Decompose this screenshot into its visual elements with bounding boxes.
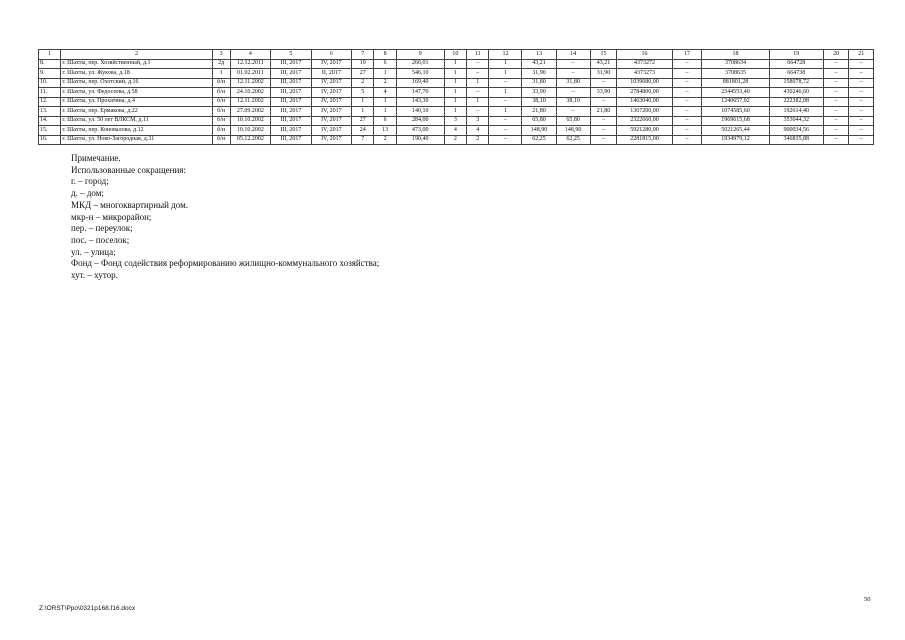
table-cell: – <box>823 69 849 79</box>
table-cell: 1 <box>444 97 466 107</box>
table-cell: – <box>672 59 702 69</box>
table-cell: 10.10.2002 <box>230 126 270 136</box>
table-cell: 31,80 <box>522 78 556 88</box>
column-number-cell: 9 <box>396 50 444 60</box>
table-cell: 1074585,60 <box>702 107 769 117</box>
table-cell: IV, 2017 <box>311 78 351 88</box>
table-cell: 2281815,00 <box>617 135 672 145</box>
table-cell: II, 2017 <box>311 69 351 79</box>
table-cell: IV, 2017 <box>311 116 351 126</box>
table-cell: б/н <box>212 135 230 145</box>
table-cell: – <box>489 78 522 88</box>
table-cell: 01.02.2011 <box>230 69 270 79</box>
table-cell: 8. <box>39 59 61 69</box>
table-cell: 266,01 <box>396 59 444 69</box>
table-cell: IV, 2017 <box>311 88 351 98</box>
table-cell: 24.10.2002 <box>230 88 270 98</box>
table-cell: 11. <box>39 88 61 98</box>
column-number-cell: 3 <box>212 50 230 60</box>
table-cell: 1 <box>444 107 466 117</box>
table-cell: 27.09.2002 <box>230 107 270 117</box>
table-cell: – <box>672 88 702 98</box>
table-cell: – <box>556 88 590 98</box>
table-cell: 4 <box>467 126 489 136</box>
column-number-cell: 7 <box>352 50 374 60</box>
table-cell: 21,80 <box>590 107 617 117</box>
abbreviation-item: мкр-н – микрорайон; <box>71 211 152 222</box>
table-cell: – <box>823 126 849 136</box>
housing-table <box>38 49 874 145</box>
table-cell: – <box>590 126 617 136</box>
column-number-cell: 6 <box>311 50 351 60</box>
table-cell: 38,10 <box>556 97 590 107</box>
table-cell: – <box>672 78 702 88</box>
table-row <box>39 135 874 145</box>
table-cell: 10.10.2002 <box>230 116 270 126</box>
table-cell: 7 <box>352 135 374 145</box>
table-cell: – <box>556 107 590 117</box>
table-cell: 2322660,00 <box>617 116 672 126</box>
notes-block <box>71 153 379 282</box>
table-cell: 1969615,68 <box>702 116 769 126</box>
table-cell: III, 2017 <box>271 59 311 69</box>
table-cell: – <box>590 97 617 107</box>
table-cell: 27 <box>352 116 374 126</box>
table-cell: – <box>467 88 489 98</box>
table-cell: – <box>467 107 489 117</box>
table-cell: 1 <box>212 69 230 79</box>
table-cell: – <box>467 69 489 79</box>
table-cell: б/н <box>212 116 230 126</box>
table-cell: 1 <box>444 88 466 98</box>
table-cell: 664738 <box>769 69 823 79</box>
table-cell: – <box>672 97 702 107</box>
table-cell: – <box>672 126 702 136</box>
table-cell: – <box>849 97 874 107</box>
table-cell: – <box>823 107 849 117</box>
table-cell: IV, 2017 <box>311 126 351 136</box>
table-cell: III, 2017 <box>271 107 311 117</box>
column-number-cell: 5 <box>271 50 311 60</box>
table-cell: 1039680,00 <box>617 78 672 88</box>
table-cell: 12.11.2002 <box>230 78 270 88</box>
table-cell: 1 <box>374 107 396 117</box>
table-cell: 1367200,00 <box>617 107 672 117</box>
abbreviation-item: д. – дом; <box>71 188 104 199</box>
table-cell: 1463040,00 <box>617 97 672 107</box>
column-number-cell: 10 <box>444 50 466 60</box>
table-cell: 1 <box>467 78 489 88</box>
table-cell: 346835,88 <box>769 135 823 145</box>
address-cell: г. Шахты, пер. Хозяйственный, д.1 <box>61 59 212 69</box>
abbreviation-item: ул. – улица; <box>71 246 116 257</box>
table-cell: – <box>556 69 590 79</box>
column-number-cell: 4 <box>230 50 270 60</box>
table-cell: – <box>489 116 522 126</box>
table-cell: 2 <box>352 78 374 88</box>
table-row <box>39 69 874 79</box>
table-cell: 38,10 <box>522 97 556 107</box>
table-cell: III, 2017 <box>271 135 311 145</box>
table-cell: – <box>590 78 617 88</box>
table-cell: – <box>823 97 849 107</box>
table-cell: б/н <box>212 78 230 88</box>
address-cell: г. Шахты, ул. Прохатина, д.4 <box>61 97 212 107</box>
table-cell: 2 <box>374 135 396 145</box>
table-cell: б/н <box>212 97 230 107</box>
table-header-row <box>39 50 874 60</box>
table-cell: 65,80 <box>556 116 590 126</box>
table-row <box>39 88 874 98</box>
table-cell: 1 <box>489 88 522 98</box>
file-path: Z:\ORST\Ppo\0321p168.f16.docx <box>39 605 136 612</box>
table-cell: 430246,60 <box>769 88 823 98</box>
address-cell: г. Шахты, ул. Федосеева, д.58 <box>61 88 212 98</box>
column-number-cell: 13 <box>522 50 556 60</box>
table-cell: 27 <box>352 69 374 79</box>
table-cell: 2784800,00 <box>617 88 672 98</box>
table-cell: – <box>849 59 874 69</box>
table-cell: 2 <box>374 78 396 88</box>
table-cell: 24 <box>352 126 374 136</box>
table-cell: 43,21 <box>590 59 617 69</box>
table-cell: 2344553,40 <box>702 88 769 98</box>
table-cell: 140,10 <box>396 107 444 117</box>
table-cell: 33,90 <box>522 88 556 98</box>
table-cell: 4373272 <box>617 59 672 69</box>
table-row <box>39 59 874 69</box>
table-cell: 3708635 <box>702 69 769 79</box>
table-cell: 148,90 <box>522 126 556 136</box>
table-cell: – <box>672 135 702 145</box>
column-number-cell: 21 <box>849 50 874 60</box>
table-cell: 15. <box>39 126 61 136</box>
column-number-cell: 12 <box>489 50 522 60</box>
table-cell: 12.11.2002 <box>230 97 270 107</box>
table-cell: – <box>849 126 874 136</box>
table-cell: 1934979,12 <box>702 135 769 145</box>
table-cell: – <box>590 116 617 126</box>
table-cell: б/н <box>212 107 230 117</box>
table-cell: 2д <box>212 59 230 69</box>
table-cell: 4373273 <box>617 69 672 79</box>
table-cell: 31,90 <box>590 69 617 79</box>
table-cell: 1 <box>352 97 374 107</box>
column-number-cell: 19 <box>769 50 823 60</box>
address-cell: г. Шахты, ул. Ново-Загородная, д.31 <box>61 135 212 145</box>
table-cell: 5921280,00 <box>617 126 672 136</box>
table-cell: – <box>672 116 702 126</box>
table-row <box>39 116 874 126</box>
table-cell: 284,00 <box>396 116 444 126</box>
table-cell: 05.12.2002 <box>230 135 270 145</box>
address-cell: г. Шахты, пер. Ермакова, д.22 <box>61 107 212 117</box>
table-cell: 1 <box>352 107 374 117</box>
table-cell: 13. <box>39 107 61 117</box>
table-cell: 148,90 <box>556 126 590 136</box>
table-cell: III, 2017 <box>271 78 311 88</box>
table-cell: 1 <box>489 107 522 117</box>
table-cell: 33,90 <box>590 88 617 98</box>
table-cell: б/н <box>212 88 230 98</box>
table-cell: 147,70 <box>396 88 444 98</box>
table-cell: 900034,56 <box>769 126 823 136</box>
column-number-cell: 1 <box>39 50 61 60</box>
table-cell: III, 2017 <box>271 116 311 126</box>
table-cell: – <box>849 116 874 126</box>
table-cell: 5021265,44 <box>702 126 769 136</box>
column-number-cell: 8 <box>374 50 396 60</box>
table-row <box>39 107 874 117</box>
table-cell: 14. <box>39 116 61 126</box>
abbreviation-item: пос. – поселок; <box>71 234 130 245</box>
table-row <box>39 78 874 88</box>
notes-title: Примечание. <box>71 153 121 163</box>
table-cell: 1 <box>489 69 522 79</box>
abbreviation-item: хут. – хутор. <box>71 270 118 281</box>
table-cell: – <box>849 69 874 79</box>
table-cell: – <box>849 107 874 117</box>
column-number-cell: 18 <box>702 50 769 60</box>
page-number: 50 <box>864 596 871 603</box>
table-cell: б/н <box>212 126 230 136</box>
column-number-cell: 17 <box>672 50 702 60</box>
table-cell: 5 <box>352 88 374 98</box>
table-cell: – <box>489 97 522 107</box>
table-cell: – <box>849 135 874 145</box>
abbreviation-item: Фонд – Фонд содействия реформированию жилищно-коммунального хозяйства; <box>71 258 380 269</box>
table-cell: – <box>823 78 849 88</box>
column-number-cell: 20 <box>823 50 849 60</box>
table-cell: 12. <box>39 97 61 107</box>
table-cell: – <box>489 135 522 145</box>
table-cell: 16. <box>39 135 61 145</box>
table-cell: 1 <box>444 59 466 69</box>
table-cell: 192614,40 <box>769 107 823 117</box>
table-cell: – <box>823 116 849 126</box>
table-cell: 65,80 <box>522 116 556 126</box>
table-cell: 3 <box>444 116 466 126</box>
table-cell: III, 2017 <box>271 97 311 107</box>
table-cell: 13 <box>374 126 396 136</box>
table-cell: – <box>823 59 849 69</box>
table-cell: III, 2017 <box>271 126 311 136</box>
table-cell: 222382,08 <box>769 97 823 107</box>
table-cell: 6 <box>374 116 396 126</box>
table-cell: 4 <box>374 88 396 98</box>
address-cell: г. Шахты, ул. Жукова, д.18 <box>61 69 212 79</box>
table-cell: 881801,28 <box>702 78 769 88</box>
table-cell: 190,40 <box>396 135 444 145</box>
table-cell: 9. <box>39 69 61 79</box>
table-cell: 1 <box>374 97 396 107</box>
table-row <box>39 97 874 107</box>
table-cell: – <box>590 135 617 145</box>
table-cell: 1240657,92 <box>702 97 769 107</box>
table-cell: III, 2017 <box>271 69 311 79</box>
table-cell: – <box>823 135 849 145</box>
column-number-cell: 16 <box>617 50 672 60</box>
table-cell: 169,40 <box>396 78 444 88</box>
table-cell: 31,90 <box>522 69 556 79</box>
table-cell: – <box>556 59 590 69</box>
table-cell: IV, 2017 <box>311 59 351 69</box>
address-cell: г. Шахты, ул. 50 лет ВЛКСМ, д.11 <box>61 116 212 126</box>
table-cell: – <box>823 88 849 98</box>
column-number-cell: 2 <box>61 50 212 60</box>
table-cell: 62,25 <box>556 135 590 145</box>
abbreviation-item: г. – город; <box>71 176 109 187</box>
table-cell: IV, 2017 <box>311 107 351 117</box>
table-cell: – <box>849 88 874 98</box>
table-cell: 4 <box>444 126 466 136</box>
table-cell: 43,21 <box>522 59 556 69</box>
table-cell: 62,25 <box>522 135 556 145</box>
table-row <box>39 126 874 136</box>
table-cell: – <box>849 78 874 88</box>
table-cell: 3708634 <box>702 59 769 69</box>
table-cell: 158078,72 <box>769 78 823 88</box>
table-cell: – <box>672 107 702 117</box>
table-cell: 1 <box>444 69 466 79</box>
table-cell: – <box>467 59 489 69</box>
notes-intro: Использованные сокращения: <box>71 164 186 175</box>
column-number-cell: 14 <box>556 50 590 60</box>
table-cell: 21,80 <box>522 107 556 117</box>
table-cell: – <box>489 126 522 136</box>
table-cell: III, 2017 <box>271 88 311 98</box>
table-cell: 19 <box>352 59 374 69</box>
table-cell: 1 <box>444 78 466 88</box>
table-cell: 1 <box>467 97 489 107</box>
table-cell: 1 <box>489 59 522 69</box>
table-cell: 664728 <box>769 59 823 69</box>
table-cell: 143,30 <box>396 97 444 107</box>
table-cell: 2 <box>467 135 489 145</box>
table-cell: 12.12.2011 <box>230 59 270 69</box>
table-cell: 31,80 <box>556 78 590 88</box>
address-cell: г. Шахты, пер. Охотский, д.16 <box>61 78 212 88</box>
table-cell: 6 <box>374 59 396 69</box>
address-cell: г. Шахты, пер. Коновалова, д.12 <box>61 126 212 136</box>
table-cell: 10. <box>39 78 61 88</box>
column-number-cell: 15 <box>590 50 617 60</box>
table-cell: 3 <box>467 116 489 126</box>
table-cell: IV, 2017 <box>311 135 351 145</box>
table-cell: 353044,32 <box>769 116 823 126</box>
table-cell: 2 <box>444 135 466 145</box>
table-cell: IV, 2017 <box>311 97 351 107</box>
abbreviation-item: МКД – многоквартирный дом. <box>71 199 189 210</box>
table-cell: 546,10 <box>396 69 444 79</box>
abbreviation-item: пер. – переулок; <box>71 223 133 234</box>
column-number-cell: 11 <box>467 50 489 60</box>
table-cell: 473,00 <box>396 126 444 136</box>
table-cell: 1 <box>374 69 396 79</box>
table-cell: – <box>672 69 702 79</box>
